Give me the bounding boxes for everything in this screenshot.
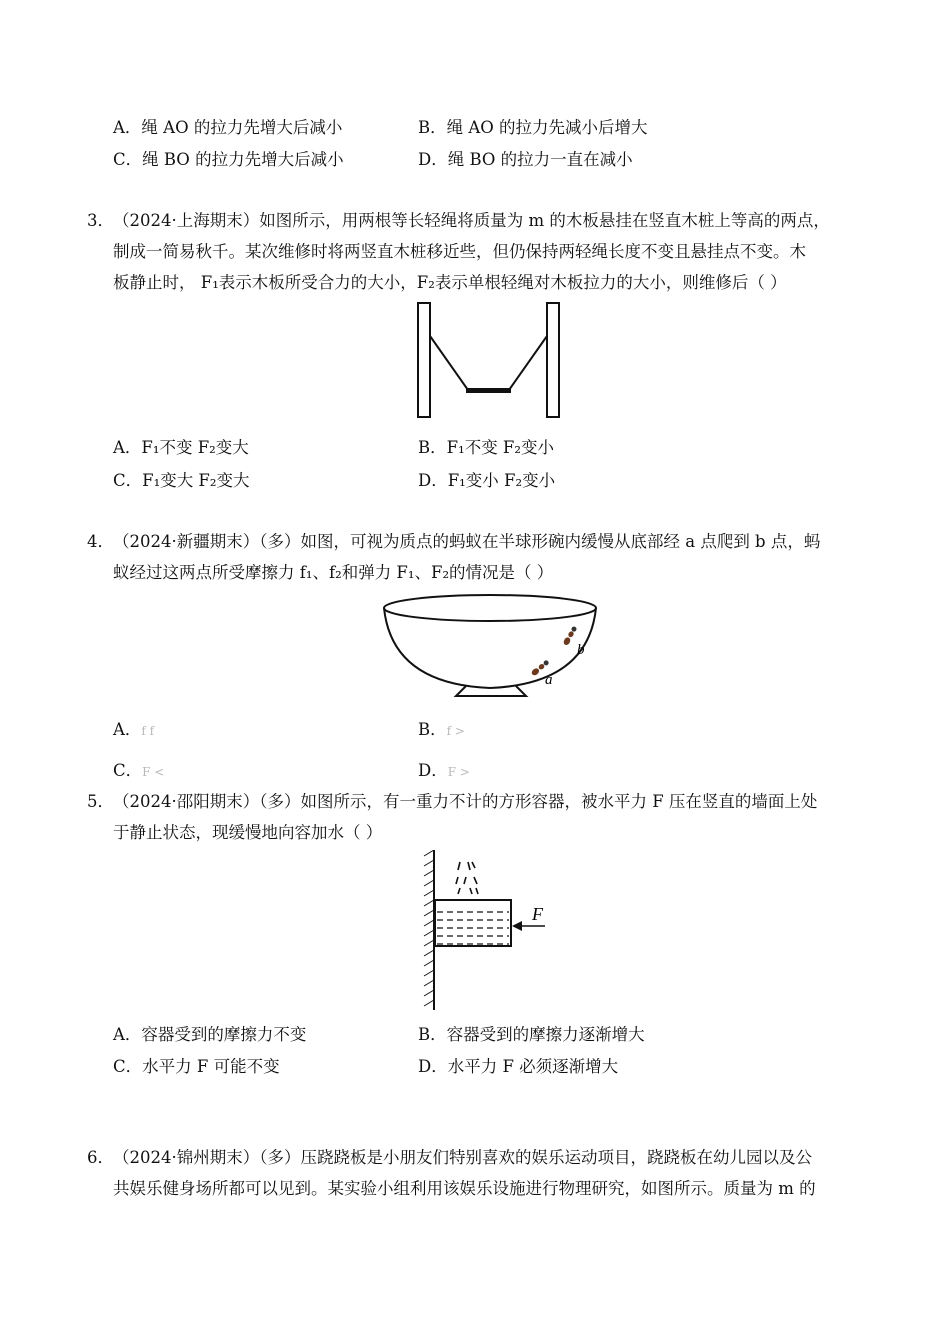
q2-option-a[interactable]: A．绳 AO 的拉力先增大后减小	[113, 118, 343, 137]
swing-board	[466, 388, 511, 393]
q4-option-a[interactable]	[113, 716, 154, 740]
q3-option-b[interactable]: B．F₁不变 F₂变小	[418, 438, 554, 457]
q3-text-line1: （2024·上海期末）如图所示，用两根等长轻绳将质量为 m 的木板悬挂在竖直木桩上等高的两点，	[113, 211, 830, 230]
q4-option-a-faded: f f	[141, 724, 155, 738]
ant-icon	[562, 625, 577, 646]
question-5	[87, 786, 857, 848]
q4-option-c-label: C．	[113, 761, 143, 780]
label-f: F	[532, 904, 543, 924]
q2-option-c[interactable]: C．绳 BO 的拉力先增大后减小	[113, 150, 344, 169]
water-drops-icon	[456, 862, 478, 894]
swing-figure	[410, 298, 570, 422]
q4-option-d-label: D．	[418, 761, 448, 780]
q5-text-line1: （2024·邵阳期末）（多）如图所示，有一重力不计的方形容器，被水平力 F 压在竖直的墙面上处	[113, 792, 818, 811]
q4-option-c[interactable]	[113, 757, 164, 781]
q6-text-line1: （2024·锦州期末）（多）压跷跷板是小朋友们特别喜欢的娱乐运动项目，跷跷板在幼儿园以及公	[113, 1148, 812, 1167]
q4-option-c-faded: F <	[142, 765, 165, 779]
wall-container-figure	[420, 850, 560, 1012]
q5-option-d[interactable]: D．水平力 F 必须逐渐增大	[418, 1057, 619, 1076]
q6-text-line2: 共娱乐健身场所都可以见到。某实验小组利用该娱乐设施进行物理研究，如图所示。质量为 m 的	[113, 1179, 816, 1198]
q4-option-d-faded: F >	[447, 765, 470, 779]
question-6	[87, 1142, 857, 1204]
wall-hatching	[424, 850, 434, 1010]
q2-option-d[interactable]: D．绳 BO 的拉力一直在减小	[418, 150, 633, 169]
q5-text-line2: 于静止状态，现缓慢地向容加水（ ）	[113, 823, 383, 842]
q5-option-c[interactable]: C．水平力 F 可能不变	[113, 1057, 280, 1076]
left-post	[418, 303, 430, 417]
q4-option-b-faded: f >	[446, 724, 465, 738]
q4-text-line2: 蚁经过这两点所受摩擦力 f₁、f₂和弹力 F₁、F₂的情况是（ ）	[113, 563, 554, 582]
q4-text-line1: （2024·新疆期末）（多）如图，可视为质点的蚂蚁在半球形碗内缓慢从底部经 a 点爬到 b 点，蚂	[113, 532, 821, 551]
question-3	[87, 205, 857, 298]
q3-text-line3: 板静止时， F₁表示木板所受合力的大小，F₂表示单根轻绳对木板拉力的大小，则维修后（ ）	[113, 273, 787, 292]
q4-option-d[interactable]	[418, 757, 470, 781]
q5-option-b[interactable]: B．容器受到的摩擦力逐渐增大	[418, 1025, 645, 1044]
q5-number: 5．	[87, 792, 114, 811]
right-post	[547, 303, 559, 417]
q4-number: 4．	[87, 532, 114, 551]
q6-number: 6．	[87, 1148, 114, 1167]
q4-option-b-label: B．	[418, 720, 447, 739]
container	[435, 900, 511, 946]
q3-option-d[interactable]: D．F₁变小 F₂变小	[418, 471, 556, 490]
label-a: a	[545, 672, 553, 688]
bowl-figure	[380, 592, 600, 702]
q5-option-a[interactable]: A．容器受到的摩擦力不变	[113, 1025, 307, 1044]
q4-option-b[interactable]	[418, 716, 465, 740]
q3-number: 3．	[87, 211, 114, 230]
label-b: b	[577, 642, 585, 658]
q3-option-a[interactable]: A．F₁不变 F₂变大	[113, 438, 249, 457]
right-rope	[509, 336, 547, 390]
q3-text-line2: 制成一简易秋千。某次维修时将两竖直木桩移近些，但仍保持两轻绳长度不变且悬挂点不变。木	[113, 242, 806, 261]
question-4	[87, 526, 857, 588]
q3-option-c[interactable]: C．F₁变大 F₂变大	[113, 471, 250, 490]
q4-option-a-label: A．	[113, 720, 142, 739]
left-rope	[430, 336, 468, 390]
bowl-rim	[384, 595, 596, 621]
water	[437, 912, 509, 944]
q2-option-b[interactable]: B．绳 AO 的拉力先减小后增大	[418, 118, 648, 137]
arrowhead-icon	[512, 921, 522, 931]
